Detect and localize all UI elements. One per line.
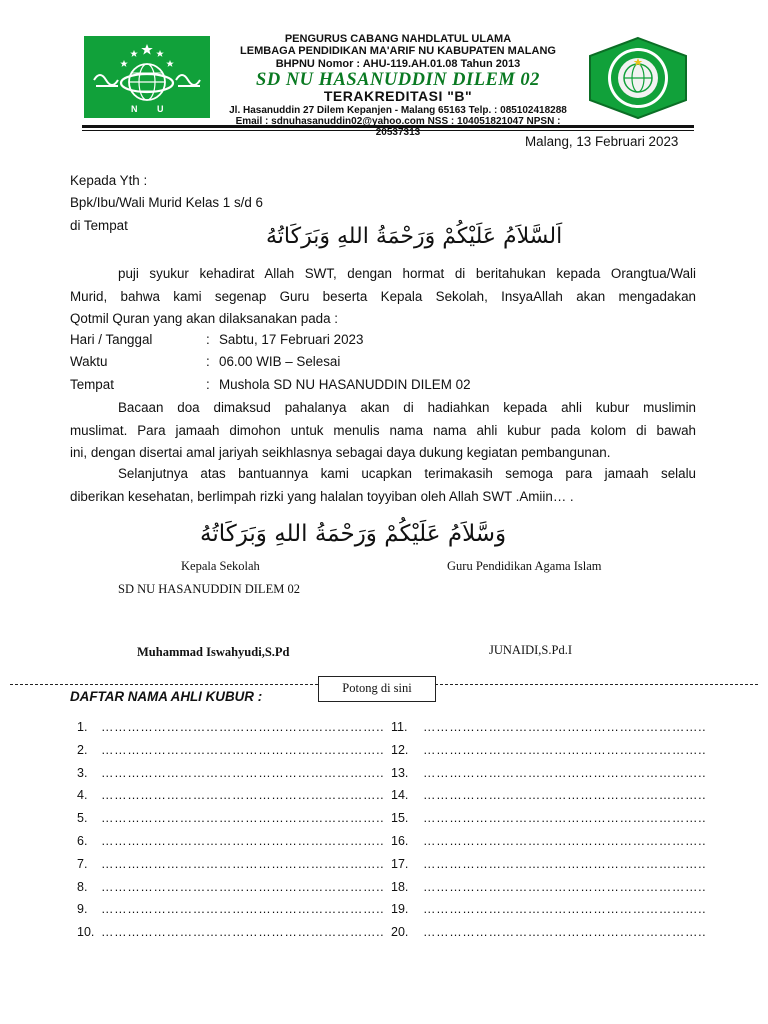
fill-dots: ……………………………………………………….. [423, 811, 707, 826]
list-number: 19. [391, 902, 409, 917]
signer-left-name: Muhammad Iswahyudi,S.Pd [137, 645, 290, 659]
signer-left-title: Kepala Sekolah [181, 559, 260, 573]
list-number: 1. [77, 720, 88, 734]
list-item[interactable] [77, 739, 384, 762]
list-item[interactable] [391, 739, 706, 762]
list-number: 16. [391, 833, 409, 848]
list-item[interactable] [391, 830, 706, 853]
fill-dots: ……………………………………………………….. [101, 742, 385, 757]
list-number: 11. [391, 720, 408, 734]
detail-label-time: Waktu [70, 354, 108, 369]
list-item[interactable] [77, 762, 384, 785]
recipient-line-2: Bpk/Ibu/Wali Murid Kelas 1 s/d 6 [70, 195, 264, 210]
list-item[interactable] [391, 762, 706, 785]
list-number: 10. [77, 925, 95, 940]
detail-sep: : [206, 332, 210, 347]
salam-closing: وَسَّلاَمُ عَلَيْكُمْ وَرَحْمَةُ اللهِ وَبَرَكَاتُهُ [200, 521, 507, 547]
list-number: 15. [391, 811, 409, 826]
list-number: 5. [77, 811, 88, 826]
list-item[interactable] [77, 830, 384, 853]
detail-label-date: Hari / Tanggal [70, 332, 153, 347]
signer-right-name: JUNAIDI,S.Pd.I [489, 643, 572, 657]
signer-left-school: SD NU HASANUDDIN DILEM 02 [118, 582, 300, 596]
paragraph-1 [70, 263, 696, 331]
paragraph-2-line: ini, dengan disertai amal jariyah seikhlasnya sebagai daya dukung kegiatan pembangunan. [70, 445, 611, 460]
list-item[interactable] [77, 921, 384, 944]
fill-dots: ……………………………………………………….. [101, 856, 385, 871]
fill-dots: ……………………………………………………….. [423, 788, 707, 803]
name-list-left [77, 716, 384, 944]
paragraph-2 [70, 397, 696, 465]
fill-dots: ……………………………………………………….. [423, 833, 707, 848]
paragraph-1-line: Murid, bahwa kami segenap Guru beserta Kepala Sekolah, InsyaAllah akan mengadakan [70, 288, 696, 304]
list-number: 7. [77, 856, 88, 871]
detail-sep: : [206, 377, 210, 392]
letterhead-text [212, 33, 584, 139]
paragraph-2-line: Bacaan doa dimaksud pahalanya akan di hadiahkan kepada ahli kubur muslimin [118, 400, 696, 415]
detail-value-place: Mushola SD NU HASANUDDIN DILEM 02 [219, 377, 471, 392]
paragraph-3-line: diberikan kesehatan, berlimpah rizki yang halalan toyyiban oleh Allah SWT .Amiin… . [70, 488, 574, 504]
list-number: 20. [391, 925, 409, 940]
list-number: 4. [77, 788, 88, 803]
list-number: 6. [77, 833, 88, 848]
list-number: 13. [391, 765, 409, 780]
letterhead-rule-thin [82, 130, 694, 131]
signer-right-title: Guru Pendidikan Agama Islam [447, 559, 602, 573]
detail-value-time: 06.00 WIB – Selesai [219, 354, 341, 369]
org-name: PENGURUS CABANG NAHDLATUL ULAMA [284, 33, 512, 45]
recipient-line-1: Kepada Yth : [70, 173, 148, 188]
list-item[interactable] [77, 716, 384, 739]
fill-dots: ……………………………………………………….. [423, 879, 707, 894]
paragraph-1-line: Qotmil Quran yang akan dilaksanakan pada : [70, 311, 338, 326]
fill-dots: ……………………………………………………….. [101, 788, 385, 803]
fill-dots: ……………………………………………………….. [423, 925, 707, 940]
fill-dots: ……………………………………………………….. [101, 833, 385, 848]
fill-dots: ……………………………………………………….. [423, 902, 707, 917]
fill-dots: ……………………………………………………….. [101, 902, 385, 917]
detail-value-date: Sabtu, 17 Februari 2023 [219, 332, 364, 347]
logo-letter-n: N [131, 104, 138, 114]
list-item[interactable] [391, 784, 706, 807]
fill-dots: ……………………………………………………….. [423, 765, 707, 780]
list-number: 3. [77, 765, 88, 780]
letterhead-rule-thick [82, 125, 694, 128]
list-item[interactable] [77, 898, 384, 921]
paragraph-3-line: Selanjutnya atas bantuannya kami ucapkan terimakasih semoga para jamaah selalu [118, 466, 696, 481]
legal-number: BHPNU Nomor : AHU-119.AH.01.08 Tahun 2013 [275, 57, 521, 70]
list-number: 8. [77, 879, 88, 894]
list-item[interactable] [77, 876, 384, 899]
recipient-line-3: di Tempat [70, 218, 128, 233]
list-item[interactable] [391, 876, 706, 899]
fill-dots: ……………………………………………………….. [423, 856, 707, 871]
list-item[interactable] [391, 716, 706, 739]
fill-dots: ……………………………………………………….. [101, 720, 385, 734]
list-number: 12. [391, 742, 409, 757]
salam-opening: اَلسَّلاَمُ عَلَيْكُمْ وَرَحْمَةُ اللهِ وَبَرَكَاتُهُ [266, 224, 563, 249]
list-number: 14. [391, 788, 409, 803]
logo-letter-u: U [157, 104, 164, 114]
nu-logo [84, 36, 210, 118]
paragraph-3 [70, 463, 696, 508]
paragraph-1-line: puji syukur kehadirat Allah SWT, dengan hormat di beritahukan kepada Orangtua/Wali [118, 266, 696, 281]
list-number: 2. [77, 742, 88, 757]
maarif-badge-icon [586, 36, 690, 120]
paragraph-2-line: muslimat. Para jamaah dimohon untuk menulis nama nama ahli kubur pada kolom di bawah [70, 422, 696, 438]
cut-label: Potong di sini [318, 676, 436, 702]
fill-dots: ……………………………………………………….. [101, 765, 385, 780]
fill-dots: ……………………………………………………….. [101, 879, 385, 894]
school-name: SD NU HASANUDDIN DILEM 02 [256, 69, 540, 90]
nu-globe-emblem-icon [84, 36, 210, 118]
detail-sep: : [206, 354, 210, 369]
institution-name: LEMBAGA PENDIDIKAN MA'ARIF NU KABUPATEN MALANG [240, 45, 556, 58]
accreditation: TERAKREDITASI "B" [323, 88, 473, 105]
list-item[interactable] [77, 784, 384, 807]
detail-label-place: Tempat [70, 377, 114, 392]
form-title: DAFTAR NAMA AHLI KUBUR : [70, 689, 263, 704]
fill-dots: ……………………………………………………….. [101, 811, 385, 826]
list-item[interactable] [391, 921, 706, 944]
list-item[interactable] [77, 807, 384, 830]
list-number: 17. [391, 856, 409, 871]
list-item[interactable] [391, 898, 706, 921]
list-item[interactable] [391, 807, 706, 830]
list-number: 9. [77, 902, 88, 917]
school-address: Jl. Hasanuddin 27 Dilem Kepanjen - Malang 65163 Telp. : 085102418288 [229, 105, 567, 117]
list-item[interactable] [77, 853, 384, 876]
letter-date: Malang, 13 Februari 2023 [525, 134, 679, 149]
fill-dots: ……………………………………………………….. [423, 720, 707, 734]
school-logo [586, 36, 690, 120]
fill-dots: ……………………………………………………….. [423, 742, 707, 757]
list-item[interactable] [391, 853, 706, 876]
name-list-right [391, 716, 706, 944]
list-number: 18. [391, 879, 409, 894]
fill-dots: ……………………………………………………….. [101, 925, 385, 940]
school-contact: Email : sdnuhasanuddin02@yahoo.com NSS : 104051821047 NPSN : 20537313 [235, 116, 561, 139]
